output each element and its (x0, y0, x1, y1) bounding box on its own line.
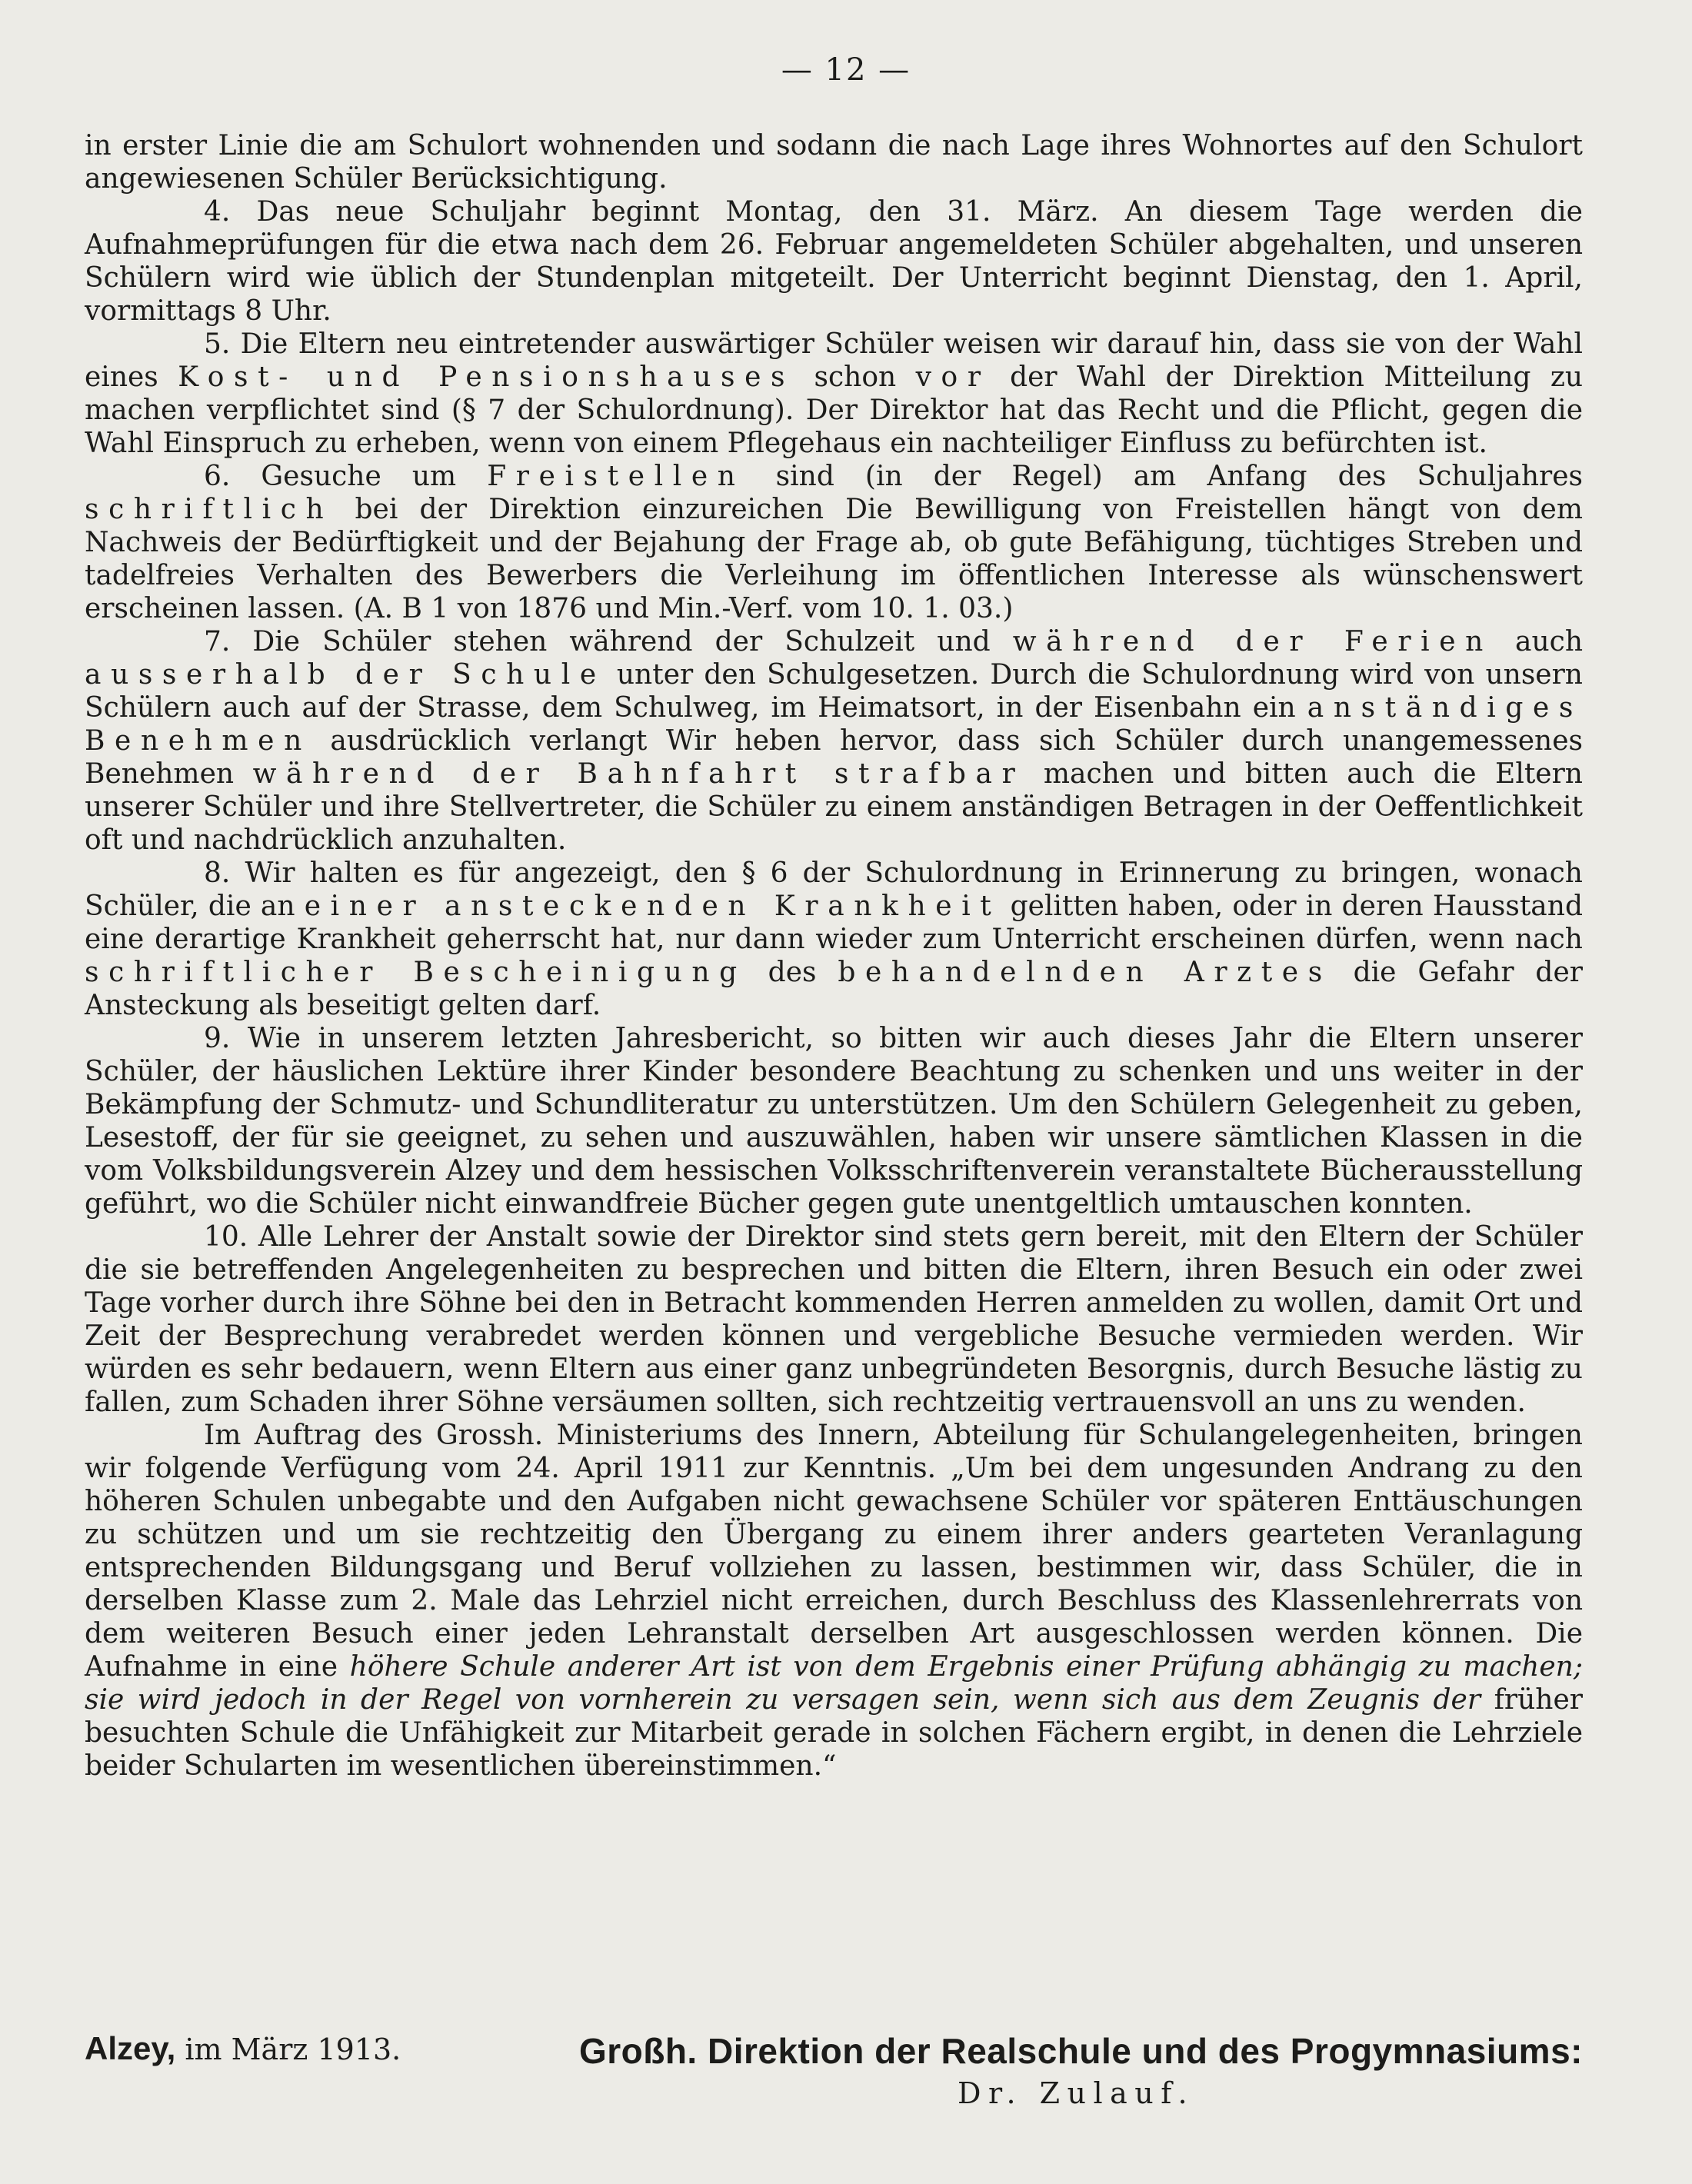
paragraph-4-school-year: 4. Das neue Schuljahr beginnt Montag, den 31. März. An diesem Tage werden die Aufnahmeprüfungen für die etwa nach dem 26. Februar angemeldeten Schüler abgehalten, und unseren Schülern wird wie üblich der Stundenplan mitgeteilt. Der Unterricht beginnt Dienstag, den 1. April, vormittags 8 Uhr. (85, 196, 1583, 327)
paragraph-9-reading: 9. Wie in unserem letzten Jahresbericht, so bitten wir auch dieses Jahr die Eltern unserer Schüler, der häuslichen Lektüre ihrer Kinder besondere Beachtung zu schenken und uns weiter in der Bekämpfung der Schmutz- und Schundliteratur zu unterstützen. Um den Schülern Gelegenheit zu geben, Lesestoff, der für sie geeignet, zu sehen und auszuwählen, haben wir unsere sämtlichen Klassen in die vom Volksbildungsverein Alzey und dem hessischen Volksschriftenverein veranstaltete Bücherausstellung geführt, wo die Schüler nicht einwandfreie Bücher gegen gute unentgeltlich umtauschen konnten. (85, 1023, 1583, 1220)
p8-emphasis-contagious-disease: einer ansteckenden Krankheit (304, 891, 1001, 922)
p8-text-a: 8. Wir halten es für angezeigt, den § 6 der Schulordnung in Erinnerung zu bringen, wonach Schüler, die an (85, 857, 1583, 922)
place-name: Alzey, (85, 2030, 176, 2066)
p8-emphasis-attending-doctor: behandelnden Arztes (838, 957, 1332, 988)
decree-italic-text: höhere Schule anderer Art ist von dem Ergebnis einer Prüfung abhängig zu machen; sie wird jedoch in der Regel von vornherein zu versagen sein, wenn sich aus dem Zeugnis der (85, 1651, 1583, 1716)
p6-text-c: sind (in der Regel) am Anfang des Schuljahres (775, 461, 1583, 492)
paragraph-7-conduct (85, 625, 1583, 857)
paragraph-continuation: in erster Linie die am Schulort wohnenden und sodann die nach Lage ihres Wohnortes auf den Schulort angewiesenen Schüler Berücksichtigung. (85, 130, 1583, 195)
p7-text-a: 7. Die Schüler stehen während der Schulzeit und (204, 626, 991, 658)
p8-text-c: gelitten haben, oder in deren Hausstand eine derartige Krankheit geherrscht hat, nur dann wieder zum Unterricht erscheinen dürfen, wenn nach (85, 891, 1584, 955)
paragraph-10-teachers: 10. Alle Lehrer der Anstalt sowie der Direktor sind stets gern bereit, mit den Eltern der Schüler die sie betreffenden Angelegenheiten zu besprechen und bitten die Eltern, ihren Besuch ein oder zwei Tage vorher durch ihre Söhne bei den in Betracht kommenden Herren anmelden zu wollen, damit Ort und Zeit der Besprechung verabredet werden können und vergebliche Besuche vermieden werden. Wir würden es sehr bedauern, wenn Eltern aus einer ganz unbegründeten Besorgnis, durch Besuche lästig zu fallen, zum Schaden ihrer Söhne versäumen sollten, sich rechtzeitig vertrauensvoll an uns zu wenden. (85, 1221, 1583, 1418)
p5-emphasis-boarding-house: Kost- und Pensionshauses (178, 361, 795, 393)
paragraph-8-illness (85, 857, 1583, 1022)
institution-name: Großh. Direktion der Realschule und des Progymnasiums: (578, 2031, 1583, 2071)
document-footer (85, 2030, 1583, 2122)
p7-emphasis-train-ride: während der Bahnfahrt strafbar (252, 758, 1025, 790)
director-signature: Dr. Zulauf. (958, 2076, 1195, 2110)
p7-emphasis-holidays: während der Ferien (1012, 626, 1493, 658)
decree-text-c: früher besuchten Schule die Unfähigkeit zur Mitarbeit gerade in solchen Fächern ergibt, in denen die Lehrziele beider Schularten im wesentlichen übereinstimmen.“ (85, 1684, 1583, 1782)
p6-text-a: 6. Gesuche um (204, 461, 457, 492)
paragraph-6-free-places (85, 460, 1583, 625)
decree-text-a: Im Auftrag des Grossh. Ministeriums des Innern, Abteilung für Schulangelegenheiten, bringen wir folgende Verfügung vom 24. April 1911 zur Kenntnis. „Um bei dem ungesunden Andrang zu den höheren Schulen unbegabte und den Aufgaben nicht gewachsene Schüler vor späteren Enttäuschungen zu schützen und um sie rechtzeitig den Übergang zu einem ihrer anders gearteten Veranlagung entsprechenden Bildungsgang und Beruf vollziehen zu lassen, bestimmen wir, dass Schüler, die in derselben Klasse zum 2. Male das Lehrziel nicht erreichen, durch Beschluss des Klassenlehrerrats von dem weiteren Besuch einer jeden Lehranstalt derselben Art ausgeschlossen werden können. Die Aufnahme in eine (85, 1420, 1583, 1683)
p6-emphasis-free-places: Freistellen (487, 461, 745, 492)
p8-text-g: die Gefahr der Ansteckung als beseitigt gelten darf. (85, 957, 1583, 1021)
p7-text-e: unter den Schulgesetzen. Durch die Schulordnung wird von unsern Schülern auch auf der Strasse, dem Schulweg, im Heimatsort, in der Eisenbahn ein (85, 659, 1583, 724)
p6-text-e: bei der Direktion einzureichen Die Bewilligung von Freistellen hängt von dem Nachweis der Bedürftigkeit und der Bejahung der Frage ab, ob gute Befähigung, tüchtiges Streben und tadelfreies Verhalten des Bewerbers die Verleihung im öffentlichen Interesse als wünschenswert erscheinen lassen. (A. B 1 von 1876 und Min.-Verf. vom 10. 1. 03.) (85, 494, 1583, 624)
p5-emphasis-before: vor (915, 361, 991, 393)
p7-text-c: auch (1515, 626, 1584, 658)
p7-text-i: machen und bitten auch die Eltern unserer Schüler und ihre Stellvertreter, die Schüler zu einem anständigen Betragen in der Oeffentlichkeit oft und nachdrücklich anzuhalten. (85, 758, 1583, 856)
p5-text-e: der Wahl der Direktion Mitteilung zu machen verpflichtet sind (§ 7 der Schulordnung). Der Direktor hat das Recht und die Pflicht, gegen die Wahl Einspruch zu erheben, wenn von einem Pflegehaus ein nachteiliger Einfluss zu befürchten ist. (85, 361, 1584, 459)
p7-text-g: ausdrücklich verlangt Wir heben hervor, dass sich Schüler durch unangemessenes Benehmen (85, 725, 1583, 790)
page-number: — 12 — (781, 52, 911, 88)
p5-text-a: 5. Die Eltern neu eintretender auswärtiger Schüler weisen wir darauf hin, dass sie von der Wahl eines (85, 328, 1583, 393)
p7-emphasis-behaviour: anständiges Benehmen (85, 692, 1584, 757)
paragraph-5-boarding (85, 328, 1583, 460)
date-text: im März 1913. (185, 2033, 401, 2066)
p7-emphasis-outside-school: ausserhalb der Schule (85, 659, 606, 691)
p8-emphasis-written-certificate: schriftlicher Bescheinigung (85, 957, 747, 988)
p8-text-e: des (768, 957, 817, 988)
p6-emphasis-in-writing: schriftlich (85, 494, 334, 525)
p5-text-c: schon (814, 361, 897, 393)
place-date (85, 2030, 401, 2067)
document-body (85, 129, 1583, 1783)
paragraph-ministry-decree (85, 1419, 1583, 1783)
